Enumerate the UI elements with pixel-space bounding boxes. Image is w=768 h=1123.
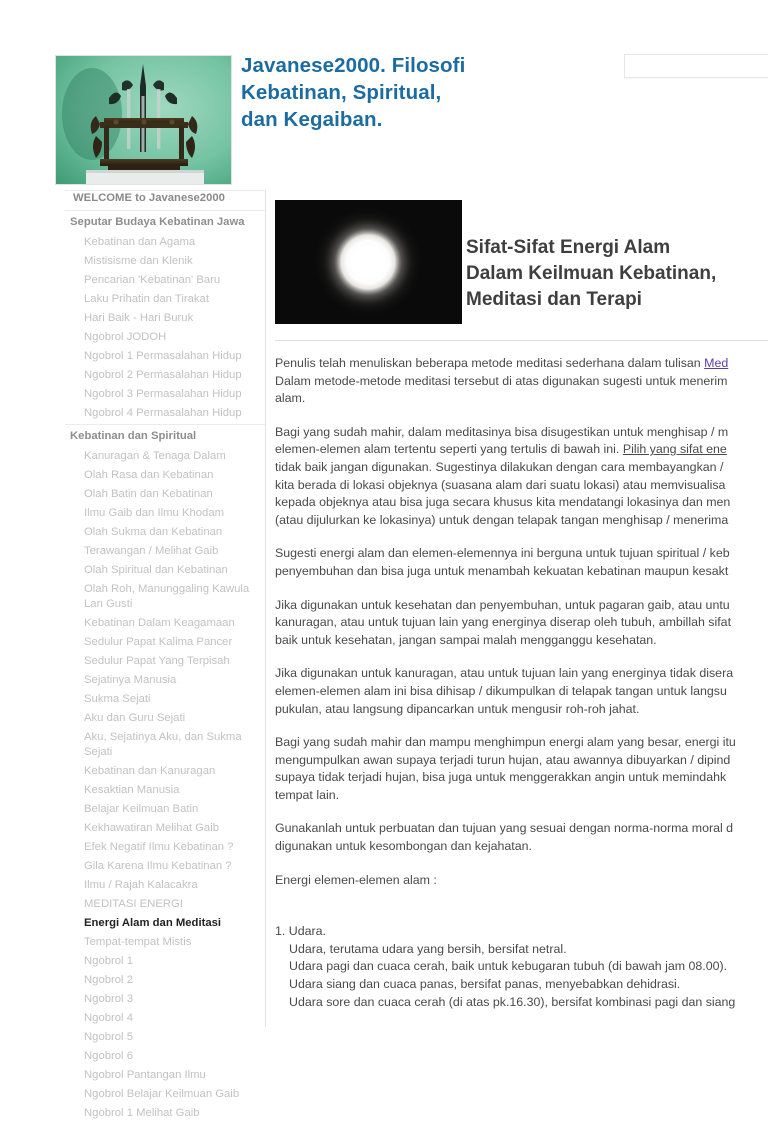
text-line: Udara siang dan cuaca panas, bersifat panas, menyebabkan dehidrasi. [289, 977, 681, 992]
text-line: baik untuk kesehatan, jangan sampai malah mengganggu kesehatan. [275, 632, 657, 647]
sidebar-item-ngobrol-4[interactable]: Ngobrol 4 [84, 1012, 133, 1024]
text-line: (atau dijulurkan ke lokasinya) untuk dengan telapak tangan menghisap / menerima [275, 512, 729, 527]
search-input[interactable] [624, 54, 768, 78]
sidebar-item-ilmu-rajah-kalacakra[interactable]: Ilmu / Rajah Kalacakra [84, 879, 198, 891]
sidebar-divider [65, 210, 265, 211]
sidebar-item-kebatinan-dan-agama[interactable]: Kebatinan dan Agama [84, 236, 196, 248]
sidebar-section-kebatinan-dan-spiritual[interactable]: Kebatinan dan Spiritual [70, 430, 197, 442]
sidebar-nav [55, 190, 265, 1123]
text-line: kanuragan, atau untuk tujuan lain yang energinya diserap oleh tubuh, ambillah sifat [275, 615, 732, 630]
sidebar-item-olah-batin-dan-kebatinan[interactable]: Olah Batin dan Kebatinan [84, 488, 213, 500]
sidebar-item-ngobrol-5[interactable]: Ngobrol 5 [84, 1031, 133, 1043]
paragraph-p2 [275, 424, 768, 530]
sidebar-item-ngobrol-1-permasalahan-hidup[interactable]: Ngobrol 1 Permasalahan Hidup [84, 350, 242, 362]
sidebar-item-olah-spiritual-dan-kebatinan[interactable]: Olah Spiritual dan Kebatinan [84, 564, 228, 576]
article-header [266, 190, 768, 340]
text-line: kita berada di lokasi objeknya (suasana alam dari suatu lokasi) atau memvisualisa [275, 477, 726, 492]
text-line: Bagi yang sudah mahir, dalam meditasinya bisa disugestikan untuk menghisap / m [275, 424, 729, 439]
sidebar-item-olah-roh-manunggaling-kawula-lan-gusti[interactable]: Olah Roh, Manunggaling Kawula Lan Gusti [84, 583, 250, 610]
sidebar-item-ngobrol-1-melihat-gaib[interactable]: Ngobrol 1 Melihat Gaib [84, 1107, 200, 1119]
full-moon-night-sky-photo [275, 200, 462, 324]
sidebar-item-sedulur-papat-yang-terpisah[interactable]: Sedulur Papat Yang Terpisah [84, 655, 230, 667]
inline-link[interactable]: Med [704, 356, 729, 370]
sidebar-item-ngobrol-pantangan-ilmu[interactable]: Ngobrol Pantangan Ilmu [84, 1069, 206, 1081]
sidebar-item-energi-alam-dan-meditasi[interactable]: Energi Alam dan Meditasi [84, 917, 222, 929]
sidebar-item-ngobrol-3[interactable]: Ngobrol 3 [84, 993, 133, 1005]
paragraph-p6 [275, 734, 768, 804]
text-line: Penulis telah menuliskan beberapa metode meditasi sederhana dalam tulisan Med [275, 356, 729, 370]
sidebar-item-pencarian-kebatinan-baru[interactable]: Pencarian 'Kebatinan' Baru [84, 274, 221, 286]
sidebar-item-aku-sejatinya-aku-dan-sukma-sejati[interactable]: Aku, Sejatinya Aku, dan Sukma Sejati [84, 731, 242, 758]
paragraph-spacer [275, 905, 768, 923]
keris-display-stand-photo [55, 55, 232, 185]
text-line: supaya tidak terjadi hujan, bisa juga untuk menggerakkan angin untuk memindahk [275, 770, 727, 785]
sidebar-item-gila-karena-ilmu-kebatinan[interactable]: Gila Karena Ilmu Kebatinan ? [84, 860, 232, 872]
sidebar-item-belajar-keilmuan-batin[interactable]: Belajar Keilmuan Batin [84, 803, 199, 815]
page-title-line-3: Meditasi dan Terapi [466, 288, 642, 310]
paragraph-p7 [275, 820, 768, 855]
site-title-line-2: Kebatinan, Spiritual, [241, 81, 442, 104]
text-line: elemen-elemen alam ini bisa dihisap / dikumpulkan di telapak tangan untuk langsu [275, 683, 727, 698]
text-line: tempat lain. [275, 787, 340, 802]
text-line: Energi elemen-elemen alam : [275, 872, 437, 887]
text-line: penyembuhan dan bisa juga untuk menambah kekuatan kebatinan maupun kesakt [275, 563, 729, 578]
sidebar-item-ngobrol-belajar-keilmuan-gaib[interactable]: Ngobrol Belajar Keilmuan Gaib [84, 1088, 240, 1100]
text-line: Dalam metode-metode meditasi tersebut di atas digunakan sugesti untuk menerim [275, 373, 728, 388]
paragraph-p5 [275, 665, 768, 718]
sidebar-item-mistisisme-dan-klenik[interactable]: Mistisisme dan Klenik [84, 255, 193, 267]
paragraph-p4 [275, 597, 768, 650]
text-line: Bagi yang sudah mahir dan mampu menghimpun energi alam yang besar, energi itu [275, 735, 736, 750]
text-line: mengumpulkan awan supaya terjadi turun hujan, atau awannya dibuyarkan / dipind [275, 752, 731, 767]
text-line: pukulan, atau langsung dipancarkan untuk mengusir roh-roh jahat. [275, 701, 640, 716]
sidebar-item-kanuragan-tenaga-dalam[interactable]: Kanuragan & Tenaga Dalam [84, 450, 226, 462]
sidebar-item-kesaktian-manusia[interactable]: Kesaktian Manusia [84, 784, 180, 796]
text-line: Udara, terutama udara yang bersih, bersifat netral. [289, 941, 567, 956]
sidebar-item-ngobrol-1[interactable]: Ngobrol 1 [84, 955, 133, 967]
text-line: kepada objeknya atau bisa juga secara khusus kita mendatangi lokasinya dan men [275, 495, 731, 510]
sidebar-item-efek-negatif-ilmu-kebatinan[interactable]: Efek Negatif Ilmu Kebatinan ? [84, 841, 234, 853]
page-title [466, 235, 768, 313]
paragraph-p1 [275, 355, 768, 408]
site-header [0, 0, 768, 190]
sidebar-item-olah-rasa-dan-kebatinan[interactable]: Olah Rasa dan Kebatinan [84, 469, 214, 481]
inline-link[interactable]: Pilih yang sifat ene [622, 442, 727, 457]
paragraph-p3 [275, 545, 768, 580]
text-line: Jika digunakan untuk kanuragan, atau untuk tujuan lain yang energinya tidak disera [275, 666, 734, 681]
text-line: Jika digunakan untuk kesehatan dan penyembuhan, untuk pagaran gaib, atau untu [275, 597, 730, 612]
sidebar-item-kebatinan-dan-kanuragan[interactable]: Kebatinan dan Kanuragan [84, 765, 216, 777]
sidebar-item-ngobrol-4-permasalahan-hidup[interactable]: Ngobrol 4 Permasalahan Hidup [84, 407, 242, 419]
sidebar-item-ngobrol-6[interactable]: Ngobrol 6 [84, 1050, 133, 1062]
text-line: digunakan untuk kesombongan dan kejahatan. [275, 839, 532, 854]
text-line: Udara sore dan cuaca cerah (di atas pk.16.30), bersifat kombinasi pagi dan siang [289, 994, 736, 1009]
paragraph-p9 [275, 923, 768, 1011]
sidebar-item-aku-dan-guru-sejati[interactable]: Aku dan Guru Sejati [84, 712, 186, 724]
sidebar-item-ngobrol-2[interactable]: Ngobrol 2 [84, 974, 133, 986]
sidebar-item-ngobrol-3-permasalahan-hidup[interactable]: Ngobrol 3 Permasalahan Hidup [84, 388, 242, 400]
sidebar-item-kekhawatiran-melihat-gaib[interactable]: Kekhawatiran Melihat Gaib [84, 822, 220, 834]
text-line: alam. [275, 391, 306, 406]
sidebar-welcome-label[interactable]: WELCOME to Javanese2000 [73, 192, 225, 204]
sidebar-section-seputar-budaya-kebatinan-jawa[interactable]: Seputar Budaya Kebatinan Jawa [70, 216, 245, 228]
article-body [266, 341, 768, 1027]
sidebar-item-ngobrol-2-permasalahan-hidup[interactable]: Ngobrol 2 Permasalahan Hidup [84, 369, 242, 381]
paragraph-p8 [275, 872, 768, 890]
text-line: tidak baik jangan digunakan. Sugestinya dilakukan dengan cara membayangkan / [275, 459, 724, 474]
text-line: elemen-elemen alam tertentu seperti yang tertulis di bawah ini. Pilih yang sifat ene [275, 442, 727, 457]
page-title-line-1: Sifat-Sifat Energi Alam [466, 236, 671, 258]
sidebar-item-ngobrol-jodoh[interactable]: Ngobrol JODOH [84, 331, 167, 343]
sidebar-item-sedulur-papat-kalima-pancer[interactable]: Sedulur Papat Kalima Pancer [84, 636, 233, 648]
sidebar-item-sukma-sejati[interactable]: Sukma Sejati [84, 693, 151, 705]
site-title-line-3: dan Kegaiban. [241, 108, 383, 131]
sidebar-item-tempat-tempat-mistis[interactable]: Tempat-tempat Mistis [84, 936, 192, 948]
site-title [241, 52, 541, 133]
text-line: Sugesti energi alam dan elemen-elemennya ini berguna untuk tujuan spiritual / keb [275, 546, 730, 561]
sidebar-item-kebatinan-dalam-keagamaan[interactable]: Kebatinan Dalam Keagamaan [84, 617, 235, 629]
sidebar-item-terawangan-melihat-gaib[interactable]: Terawangan / Melihat Gaib [84, 545, 219, 557]
text-line: Gunakanlah untuk perbuatan dan tujuan yang sesuai dengan norma-norma moral d [275, 821, 734, 836]
sidebar-divider [65, 424, 265, 425]
site-title-line-1: Javanese2000. Filosofi [241, 54, 466, 77]
sidebar-item-meditasi-energi[interactable]: MEDITASI ENERGI [84, 898, 183, 910]
sidebar-item-olah-sukma-dan-kebatinan[interactable]: Olah Sukma dan Kebatinan [84, 526, 223, 538]
page-title-line-2: Dalam Keilmuan Kebatinan, [466, 262, 717, 284]
text-line: Udara pagi dan cuaca cerah, baik untuk kebugaran tubuh (di bawah jam 08.00). [289, 959, 728, 974]
article-main [265, 190, 768, 1027]
sidebar-item-hari-baik-hari-buruk[interactable]: Hari Baik - Hari Buruk [84, 312, 194, 324]
sidebar-item-sejatinya-manusia[interactable]: Sejatinya Manusia [84, 674, 177, 686]
sidebar-item-ilmu-gaib-dan-ilmu-khodam[interactable]: Ilmu Gaib dan Ilmu Khodam [84, 507, 225, 519]
sidebar-item-laku-prihatin-dan-tirakat[interactable]: Laku Prihatin dan Tirakat [84, 293, 209, 305]
text-line: 1. Udara. [275, 924, 326, 939]
